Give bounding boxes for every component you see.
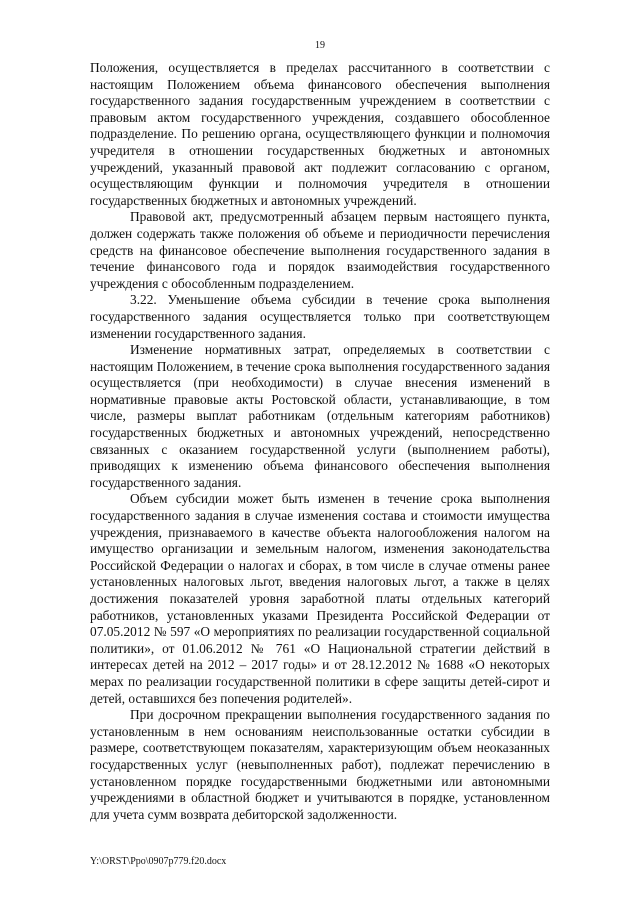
paragraph-continuation: Положения, осуществляется в пределах рассчитанного в соответствии с настоящим Положением объема финансового обеспечения выполнения государственного задания государственным учреждением в соответствии с правовым актом государственного учреждения, создавшего обособленное подразделение. По решению органа, осуществляющего функции и полномочия учредителя в отношении государственных бюджетных и автономных учреждений, указанный правовой акт подлежит согласованию с органом, осуществляющим функции и полномочия учредителя в отношении государственных бюджетных и автономных учреждений. bbox=[90, 60, 550, 208]
footer-file-path: Y:\ORST\Ppo\0907p779.f20.docx bbox=[90, 856, 227, 867]
paragraph-early-termination: При досрочном прекращении выполнения государственного задания по установленным в нем основаниям неиспользованные остатки субсидии в размере, соответствующем показателям, характеризующим объем неоказанных государственных услуг (невыполненных работ), подлежат перечислению в установленном порядке государственными бюджетными или автономными учреждениями в областной бюджет и учитываются в порядке, установленном для учета сумм возврата дебиторской задолженности. bbox=[90, 707, 550, 822]
paragraph-legal-act: Правовой акт, предусмотренный абзацем первым настоящего пункта, должен содержать также положения об объеме и периодичности перечисления средств на финансовое обеспечение выполнения государственного задания в течение финансового года и порядок взаимодействия государственного учреждения с обособленным подразделением. bbox=[90, 209, 550, 291]
paragraph-normative-costs: Изменение нормативных затрат, определяемых в соответствии с настоящим Положением, в течение срока выполнения государственного задания осуществляется (при необходимости) в случае внесения изменений в нормативные правовые акты Ростовской области, устанавливающие, в том числе, размеры выплат работникам (отдельным категориям работников) государственных бюджетных и автономных учреждений, непосредственно связанных с оказанием государственной услуги (выполнением работы), приводящих к изменению объема финансового обеспечения выполнения государственного задания. bbox=[90, 342, 550, 490]
page-number: 19 bbox=[315, 40, 325, 51]
paragraph-subsidy-change: Объем субсидии может быть изменен в течение срока выполнения государственного задания в случае изменения состава и стоимости имущества учреждения, признаваемого в качестве объекта налогообложения налогом на имущество организации и земельным налогом, изменения законодательства Российской Федерации о налогах и сборах, в том числе в случае отмены ранее установленных налоговых льгот, введения налоговых льгот, а также в целях достижения показателей уровня заработной платы отдельных категорий работников, установленных указами Президента Российской Федерации от 07.05.2012 № 597 «О мероприятиях по реализации государственной социальной политики», от 01.06.2012 № 761 «О Национальной стратегии действий в интересах детей на 2012 – 2017 годы» и от 28.12.2012 № 1688 «О некоторых мерах по реализации государственной политики в сфере защиты детей-сирот и детей, оставшихся без попечения родителей». bbox=[90, 491, 550, 706]
document-body bbox=[90, 60, 550, 823]
paragraph-3-22: 3.22. Уменьшение объема субсидии в течение срока выполнения государственного задания осуществляется только при соответствующем изменении государственного задания. bbox=[90, 292, 550, 341]
